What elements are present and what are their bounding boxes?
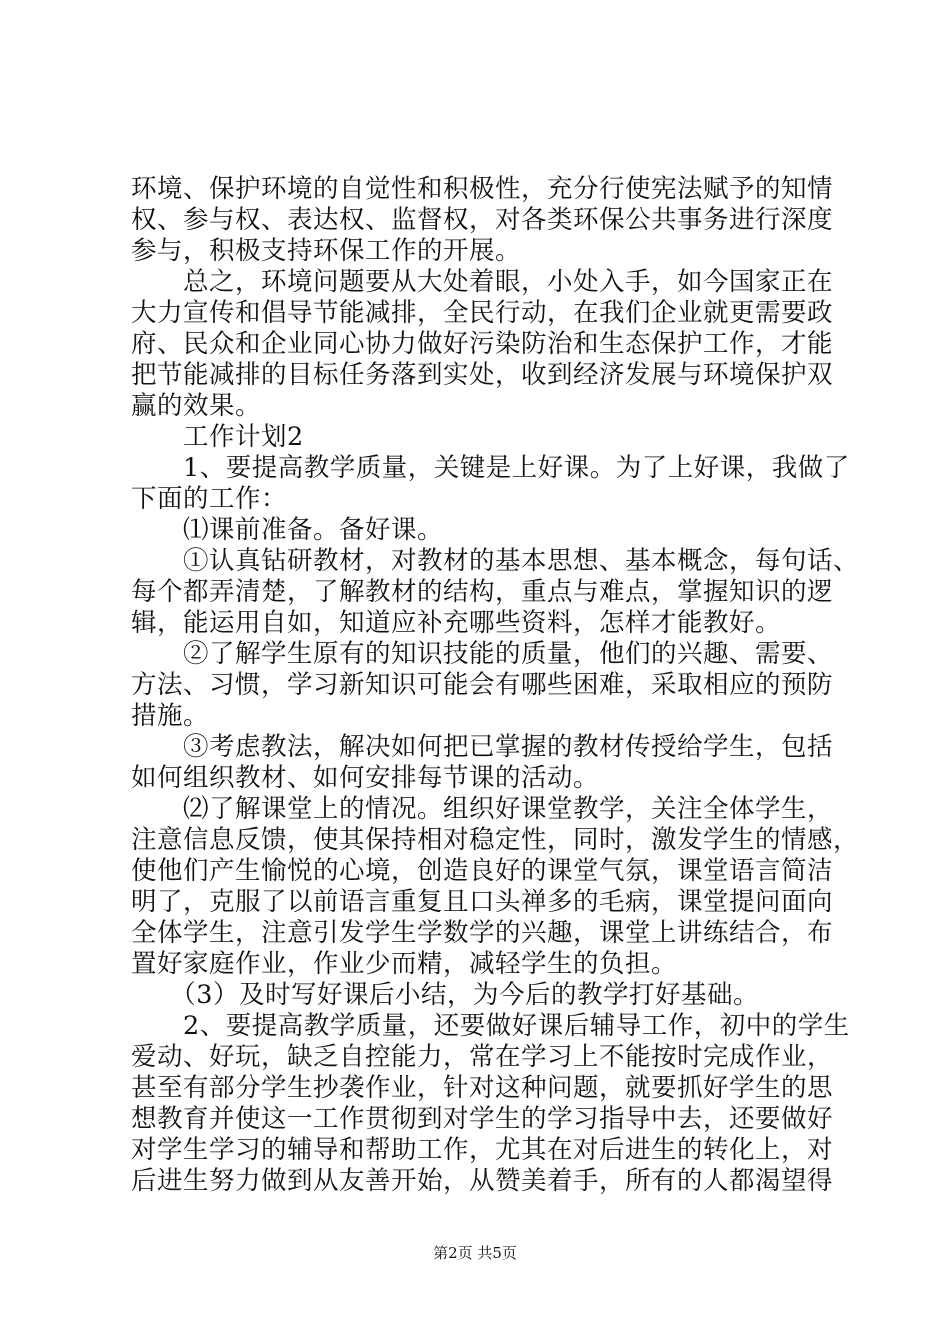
text-line: ①认真钻研教材，对教材的基本思想、基本概念，每句话、 xyxy=(131,546,860,576)
text-line: 赢的效果。 xyxy=(131,391,262,421)
text-line: 2、要提高教学质量，还要做好课后辅导工作，初中的学生 xyxy=(131,1011,850,1041)
text-line: 方法、习惯，学习新知识可能会有哪些困难，采取相应的预防 xyxy=(131,670,834,700)
text-line: ⑵了解课堂上的情况。组织好课堂教学，关注全体学生， xyxy=(131,794,834,824)
text-line: ⑴课前准备。备好课。 xyxy=(131,515,444,545)
text-line: 想教育并使这一工作贯彻到对学生的学习指导中去，还要做好 xyxy=(131,1104,834,1134)
text-line: 环境、保护环境的自觉性和积极性，充分行使宪法赋予的知情 xyxy=(131,174,834,204)
text-line: ②了解学生原有的知识技能的质量，他们的兴趣、需要、 xyxy=(131,639,834,669)
text-line: 对学生学习的辅导和帮助工作，尤其在对后进生的转化上，对 xyxy=(131,1135,834,1165)
text-line: （3）及时写好课后小结，为今后的教学打好基础。 xyxy=(131,980,759,1010)
text-line: 措施。 xyxy=(131,701,210,731)
text-line: 每个都弄清楚，了解教材的结构，重点与难点，掌握知识的逻 xyxy=(131,577,834,607)
text-line: 大力宣传和倡导节能减排，全民行动，在我们企业就更需要政 xyxy=(131,298,834,328)
text-line: 参与，积极支持环保工作的开展。 xyxy=(131,236,522,266)
page-number-footer: 第2页 共5页 xyxy=(433,1244,517,1262)
text-line: 辑，能运用自如，知道应补充哪些资料，怎样才能教好。 xyxy=(131,608,782,638)
text-line: 注意信息反馈，使其保持相对稳定性，同时，激发学生的情感， xyxy=(131,825,860,855)
text-line: 甚至有部分学生抄袭作业，针对这种问题，就要抓好学生的思 xyxy=(131,1073,834,1103)
text-line: 如何组织教材、如何安排每节课的活动。 xyxy=(131,763,600,793)
section-heading: 工作计划2 xyxy=(131,422,304,452)
text-line: 置好家庭作业，作业少而精，减轻学生的负担。 xyxy=(131,949,678,979)
text-line: 总之，环境问题要从大处着眼，小处入手，如今国家正在 xyxy=(131,267,834,297)
text-line: 后进生努力做到从友善开始，从赞美着手，所有的人都渴望得 xyxy=(131,1166,834,1196)
text-line: ③考虑教法，解决如何把已掌握的教材传授给学生，包括 xyxy=(131,732,834,762)
text-line: 下面的工作： xyxy=(131,484,288,514)
text-line: 权、参与权、表达权、监督权，对各类环保公共事务进行深度 xyxy=(131,205,834,235)
text-line: 爱动、好玩，缺乏自控能力，常在学习上不能按时完成作业， xyxy=(131,1042,834,1072)
text-line: 明了，克服了以前语言重复且口头禅多的毛病，课堂提问面向 xyxy=(131,887,834,917)
text-line: 全体学生，注意引发学生学数学的兴趣，课堂上讲练结合，布 xyxy=(131,918,834,948)
text-line: 把节能减排的目标任务落到实处，收到经济发展与环境保护双 xyxy=(131,360,834,390)
text-line: 使他们产生愉悦的心境，创造良好的课堂气氛，课堂语言简洁 xyxy=(131,856,834,886)
text-line: 1、要提高教学质量，关键是上好课。为了上好课，我做了 xyxy=(131,453,850,483)
text-line: 府、民众和企业同心协力做好污染防治和生态保护工作，才能 xyxy=(131,329,834,359)
